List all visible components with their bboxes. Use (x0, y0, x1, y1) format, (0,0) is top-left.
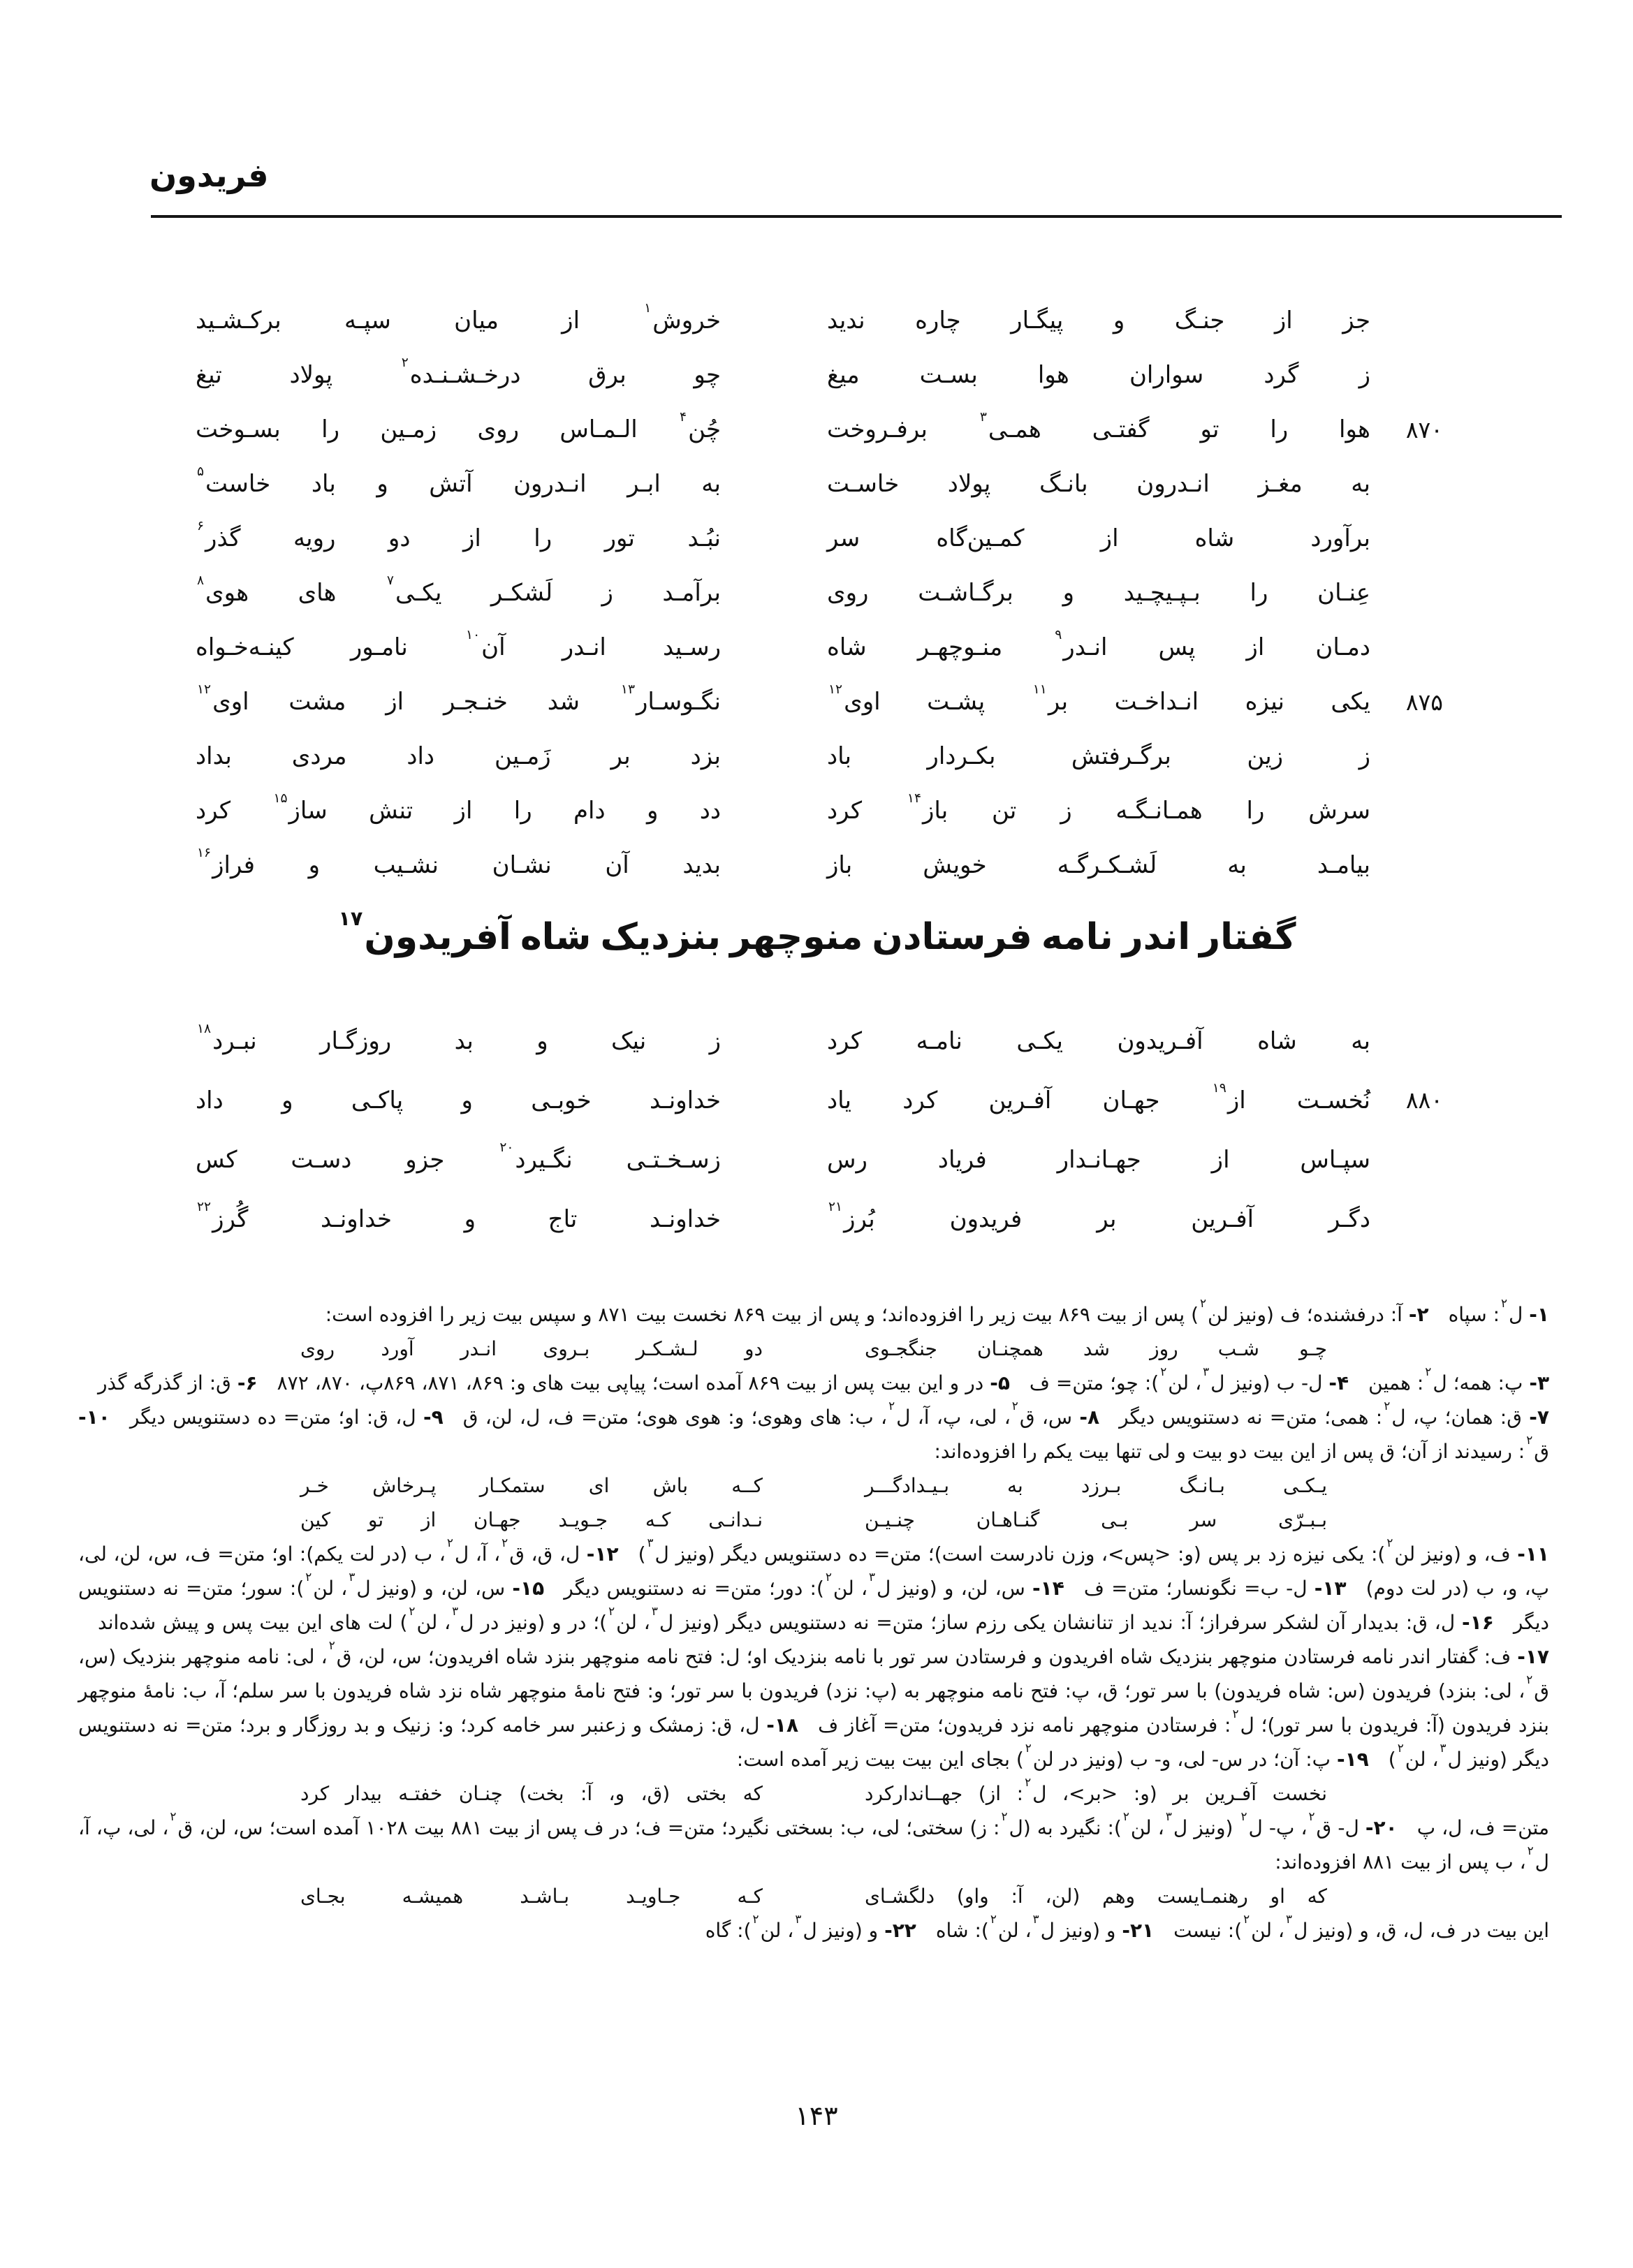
hemistich-second: خروش$^۱$ از میان سپـه برکـشـید (196, 301, 721, 334)
header-rule (151, 215, 1562, 218)
section-heading: گفتار اندر نامه فرستادن منوچهر بنزدیک شاه آفریدون$^{۱۷}$ (338, 906, 1296, 958)
page-number: ۱۴۳ (795, 2100, 838, 2131)
footnote-marker: ۳ (1203, 1364, 1210, 1379)
footnote-marker: ۲ (990, 1912, 997, 1927)
running-header-title: فریدون (149, 156, 269, 194)
footnote-marker: ۲ (1527, 1843, 1534, 1858)
hemistich-first: بیامـد به لَشـکـرگـه خویش باز (827, 851, 1370, 879)
footnote-verse-row (300, 1879, 1327, 1913)
footnote-marker: ۲۰ (499, 1140, 514, 1155)
hemistich-first: هوا را تو گفتـی همـی$^۳$ برفـروخت (827, 410, 1370, 443)
footnote-hemistich-first: چـو شـب روز شد همچنـان جنگجـوی (865, 1337, 1327, 1360)
footnote-verse-row (300, 1503, 1327, 1537)
footnote-marker: ۲۲ (197, 1199, 212, 1214)
footnote-marker: ۱۶ (197, 846, 212, 861)
footnote-hemistich-second: کــه باش ای ستمکـار پـرخاش خـر (300, 1474, 763, 1497)
hemistich-first: دمـان از پس انـدر$^۹$ منـوچهـر شاه (827, 628, 1371, 661)
verse-number: ۸۷۵ (1405, 688, 1443, 716)
footnote-hemistich-first: نخست آفـرین بر (و: <بر>، ل$^۲$: از) جهــاندارکرد (865, 1775, 1328, 1805)
verse-row (186, 1189, 1443, 1249)
footnote-marker: ۱۴ (907, 791, 921, 807)
verse-row (186, 348, 1443, 402)
footnote-marker: ۲ (1240, 1809, 1247, 1824)
footnote-marker: ۲ (1501, 1296, 1508, 1311)
footnote-marker: ۵ (197, 464, 205, 480)
footnote-marker: ۳ (349, 1570, 356, 1584)
hemistich-first: نُخسـت از$^{۱۹}$ جهـان آفـرین کرد یاد (827, 1080, 1370, 1114)
verse-row (186, 402, 1443, 457)
footnote-paragraph: ۱۱- ف، و (ونیز لن$^۲$): یکی نیزه زد بر پس (و: <پس>، وزن نادرست است)؛ متن= ده دستنویس دیگر (ونیز ل$^۳$) ۱۲- ل، ق، ق$^۲$، آ، ل$^۲$، ب (در لت یکم): او؛ متن= ف، س، لن، لی، پ، و، ب (در لت دوم) ۱۳- ل- ب= نگونسار؛ متن= ف ۱۴- س، لن، و (ونیز ل$^۳$، لن$^۲$): دور؛ متن= نه دستنویس دیگر ۱۵- س، لن، و (ونیز ل$^۳$، لن$^۲$): سور؛ متن= نه دستنویس دیگر ۱۶- ل، ق: بدیدار آن لشکر سرفراز؛ آ: ندید از تنانشان یکی رزم ساز؛ متن= نه دستنویس دیگر (ونیز ل$^۳$، لن$^۲$)؛ در و (ونیز در ل$^۳$، لن$^۲$) لت های این بیت پس و پیش شده‌اند ۱۷- ف: گفتار اندر نامه فرستادن منوچهر بنزدیک شاه افریدون و فرستادن سر تور با نامه بنزدیک او؛ ل: فتح نامه منوچهر بنزد شاه افریدون؛ س، لن، ق$^۲$، لی: نامه منوچهر بنزدیک (س، ق$^۲$، لی: بنزد) فریدون (س: شاه فریدون) با سر تور؛ ق، پ: فتح نامه منوچهر به (پ: نزد) فریدون با سر تور؛ و: فتح نامۀ منوچهر شاه نزد شاه فریدون با سر سلم؛ آ، ب: نامۀ منوچهر بنزد فریدون (آ: فریدون با سر تور)؛ ل$^۲$: فرستادن منوچهر نامه نزد فریدون؛ متن= آغاز ف ۱۸- ل، ق: زمشک و زعنبر سر خامه کرد؛ و: زنیک و بد روزگار و برد؛ متن= نه دستنویس دیگر (ونیز ل$^۳$، لن$^۲$) ۱۹- پ: آن؛ در س- لی، و- ب (ونیز در لن$^۲$) بجای این بیت بیت زیر آمده است: (78, 1536, 1550, 1771)
footnote-marker: ۱۲ (828, 682, 843, 698)
footnote-marker: ۱۰ (466, 628, 481, 643)
verse-row (186, 293, 1443, 348)
verse-row (186, 838, 1443, 892)
verse-row (186, 1070, 1443, 1130)
footnote-marker: ۳ (869, 1570, 876, 1584)
hemistich-first: به شاه آفـریدون یکـی نامـه کرد (827, 1026, 1370, 1055)
footnote-marker: ۲ (328, 1638, 335, 1653)
footnote-marker: ۲ (1526, 1672, 1533, 1687)
hemistich-second: چو برق درخـشـنـده$^۲$ پولاد تیغ (196, 355, 721, 389)
verse-row (186, 675, 1443, 729)
footnote-verse-row (300, 1332, 1327, 1366)
footnote-paragraph: متن= ف، ل، پ ۲۰- ل- ق$^۲$، پ- ل$^۲$ (ونیز ل$^۳$، لن$^۲$): نگیرد به (ل$^۲$: ز) سختی؛ لی، ب: بسختی نگیرد؛ متن= ف؛ در ف پس از بیت ۸۸۱ بیت ۱۰۲۸ آمده است؛ س، لن، ق$^۲$، لی، پ، آ، ل$^۲$، ب پس از بیت ۸۸۱ افزوده‌اند: (78, 1809, 1549, 1873)
footnote-paragraph: این بیت در ف، ل، ق، و (ونیز ل$^۳$، لن$^۲$): نیست ۲۱- و (ونیز ل$^۳$، لن$^۲$): شاه ۲۲- و (ونیز ل$^۳$، لن$^۲$): گاه (705, 1912, 1549, 1942)
footnote-marker: ۲ (1001, 1809, 1008, 1824)
hemistich-second: بدید آن نشـان نشـیب و فراز$^{۱۶}$ (197, 846, 721, 879)
verse-row (186, 566, 1443, 620)
footnotes-block (78, 1297, 1549, 1947)
hemistich-second: خداونـد تاج و خداونـد گُرز$^{۲۲}$ (197, 1199, 721, 1233)
footnote-marker: ۲ (1384, 1399, 1391, 1413)
footnote-marker: ۳ (452, 1604, 459, 1619)
footnote-marker: ۷ (386, 573, 394, 589)
verse-row (186, 620, 1443, 675)
footnote-marker: ۹ (1055, 628, 1062, 643)
footnote-marker: ۲ (1200, 1296, 1207, 1311)
footnote-verse-row (300, 1776, 1327, 1811)
hemistich-second: خداونـد خوبـی و پاکـی و داد (196, 1086, 721, 1114)
footnote-hemistich-second: که بختی (ق، و، آ: بخت) چنـان خفتـه بیدار کرد (300, 1782, 763, 1805)
footnote-marker: ۲ (752, 1912, 759, 1927)
footnote-marker: ۲ (1122, 1809, 1129, 1824)
hemistich-second: نبُـد تور را از دو رویه گذر$^۶$ (197, 519, 721, 552)
footnote-marker: ۳ (1032, 1912, 1039, 1927)
verse-row (186, 457, 1443, 511)
footnote-marker: ۲ (608, 1604, 615, 1619)
footnote-marker: ۱۳ (620, 682, 635, 698)
footnote-marker: ۳ (647, 1536, 654, 1550)
footnote-marker: ۲ (1025, 1775, 1032, 1790)
hemistich-first: عِنـان را بـپـیچـید و برگـاشـت روی (827, 579, 1370, 607)
verse-row (186, 511, 1443, 566)
footnote-paragraph: ۱- ل$^۲$: سپاه ۲- آ: درفشنده؛ ف (ونیز لن$^۲$) پس از بیت ۸۶۹ بیت زیر را افزوده‌اند؛ و پس از بیت ۸۶۹ نخست بیت ۸۷۱ و سپس بیت زیر را افزوده است: (325, 1296, 1549, 1326)
footnote-marker: ۲ (401, 355, 409, 371)
footnote-marker: ۲۱ (828, 1199, 843, 1214)
footnote-marker: ۱ (644, 301, 652, 316)
footnote-hemistich-second: کـه جـاویـد بـاشـد همیشـه بجـای (300, 1885, 763, 1908)
hemistich-second: به ابـر انـدرون آتش و باد خاست$^۵$ (197, 464, 721, 498)
footnote-marker: ۱۸ (197, 1021, 212, 1036)
footnote-marker: ۲ (825, 1570, 832, 1584)
footnote-marker: ۶ (197, 519, 205, 534)
footnote-marker: ۱۲ (197, 682, 212, 698)
hemistich-second: برآمـد ز لَشکـر یکـی$^۷$ های هوی$^۸$ (197, 573, 722, 607)
footnote-marker: ۲ (409, 1604, 416, 1619)
hemistich-first: برآورد شاه از کمـین‌گاه سر (827, 524, 1370, 552)
footnote-marker: ۳ (979, 410, 987, 425)
footnote-marker: ۲ (1160, 1364, 1167, 1379)
footnote-marker: ۲ (1243, 1912, 1250, 1927)
footnote-marker: ۱۱ (1032, 682, 1047, 698)
verse-row (186, 1011, 1443, 1070)
footnote-marker: ۸ (197, 573, 205, 589)
footnote-marker: ۲ (1025, 1741, 1032, 1755)
hemistich-second: بزد بر زَمـین داد مردی بداد (196, 742, 721, 770)
hemistich-second: ز نیک و بد روزگـار نبـرد$^{۱۸}$ (197, 1021, 721, 1055)
hemistich-second: زسـخـتـی نگـیرد$^{۲۰}$ جزو دسـت کس (196, 1140, 721, 1174)
verse-row (186, 729, 1443, 783)
footnote-marker: ۲ (888, 1399, 895, 1413)
hemistich-second: چُن$^۴$ الـمـاس روی زمـین را بسـوخت (196, 410, 721, 443)
verse-row (186, 1130, 1443, 1189)
hemistich-second: دد و دام را از تنش ساز$^{۱۵}$ کرد (196, 791, 721, 825)
hemistich-first: دگـر آفـرین بر فریدون بُرز$^{۲۱}$ (828, 1199, 1370, 1233)
footnote-hemistich-second: دو لـشـکـر بـروی انـدر آورد روی (300, 1337, 763, 1360)
footnote-paragraph: ۳- پ: همه؛ ل$^۲$: همین ۴- ل- ب (ونیز ل$^۳$، لن$^۲$): چو؛ متن= ف ۵- در و این بیت پس از بیت ۸۶۹ آمده است؛ پیاپی بیت های و: ۸۶۹، ۸۷۱، ۸۶۹پ، ۸۷۰، ۸۷۲ ۶- ق: از گذرگه گذر ۷- ق: همان؛ پ، ل$^۲$: همی؛ متن= نه دستنویس دیگر ۸- س، ق$^۲$، لی، پ، آ، ل$^۲$، ب: های وهوی؛ و: هوی هوی؛ متن= ف، ل، لن، ق ۹- ل، ق: او؛ متن= ده دستنویس دیگر ۱۰- ق$^۲$: رسیدند از آن؛ ق پس از این بیت دو بیت و لی تنها بیت یکم را افزوده‌اند: (78, 1364, 1550, 1463)
footnote-marker: ۲ (1232, 1707, 1239, 1721)
footnote-marker: ۱۵ (273, 791, 288, 807)
footnote-hemistich-first: بـبـرّی سر بـی گنـاهـان چنـیـن (865, 1508, 1327, 1531)
poem-block-bottom (186, 1011, 1443, 1249)
footnote-marker: ۳ (1285, 1912, 1292, 1927)
footnote-marker: ۱۹ (1212, 1080, 1226, 1096)
footnote-marker: ۲ (1526, 1433, 1533, 1448)
hemistich-first: جز از جنـگ و پیگـار چاره ندید (827, 307, 1370, 334)
verse-row (186, 783, 1443, 838)
footnote-marker: ۲ (1397, 1741, 1404, 1755)
footnote-hemistich-first: یـکـی بـانـگ بـرزد به بـیـدادگـــر (865, 1474, 1327, 1497)
footnote-marker: ۲ (1308, 1809, 1315, 1824)
footnote-marker: ۳ (1165, 1809, 1172, 1824)
verse-number: ۸۸۰ (1405, 1087, 1443, 1114)
hemistich-second: نگـوسـار$^{۱۳}$ شد خنـجـر از مشت اوی$^{۱۲}$ (197, 682, 721, 716)
footnote-marker: ۳ (795, 1912, 802, 1927)
hemistich-first: سپـاس از جهـانـدار فریاد رس (827, 1145, 1370, 1174)
footnote-hemistich-first: که او رهنمـایست وهم (لن، آ: واو) دلگشـای (865, 1885, 1327, 1908)
hemistich-first: سرش را همـانـگـه ز تن باز$^{۱۴}$ کرد (827, 791, 1370, 825)
footnote-marker: ۱۷ (338, 906, 363, 930)
hemistich-first: به مغـز انـدرون بانـگ پولاد خاسـت (827, 470, 1370, 498)
poem-block-top (186, 293, 1443, 892)
footnote-marker: ۲ (305, 1570, 312, 1584)
footnote-marker: ۲ (446, 1536, 453, 1550)
hemistich-second: رسـید انـدر آن$^{۱۰}$ نامـور کینـه‌خـواه (196, 628, 722, 661)
footnote-hemistich-second: نـدانـی کـه جـویـد جهـان از تو کین (300, 1508, 763, 1531)
footnote-verse-row (300, 1468, 1327, 1503)
footnote-marker: ۳ (651, 1604, 658, 1619)
footnote-marker: ۲ (1011, 1399, 1018, 1413)
verse-number: ۸۷۰ (1405, 415, 1443, 443)
footnote-marker: ۴ (680, 410, 687, 425)
hemistich-first: یکی نیزه انـداخـت بر$^{۱۱}$ پشـت اوی$^{۱۲}$ (828, 682, 1371, 716)
footnote-marker: ۲ (170, 1809, 177, 1824)
hemistich-first: ز گرد سواران هوا بسـت میغ (827, 361, 1370, 389)
footnote-marker: ۲ (501, 1536, 508, 1550)
hemistich-first: ز زین برگـرفتش بکـردار باد (827, 742, 1370, 770)
footnote-marker: ۲ (1386, 1536, 1393, 1550)
footnote-marker: ۲ (1425, 1364, 1432, 1379)
footnote-marker: ۳ (1440, 1741, 1447, 1755)
